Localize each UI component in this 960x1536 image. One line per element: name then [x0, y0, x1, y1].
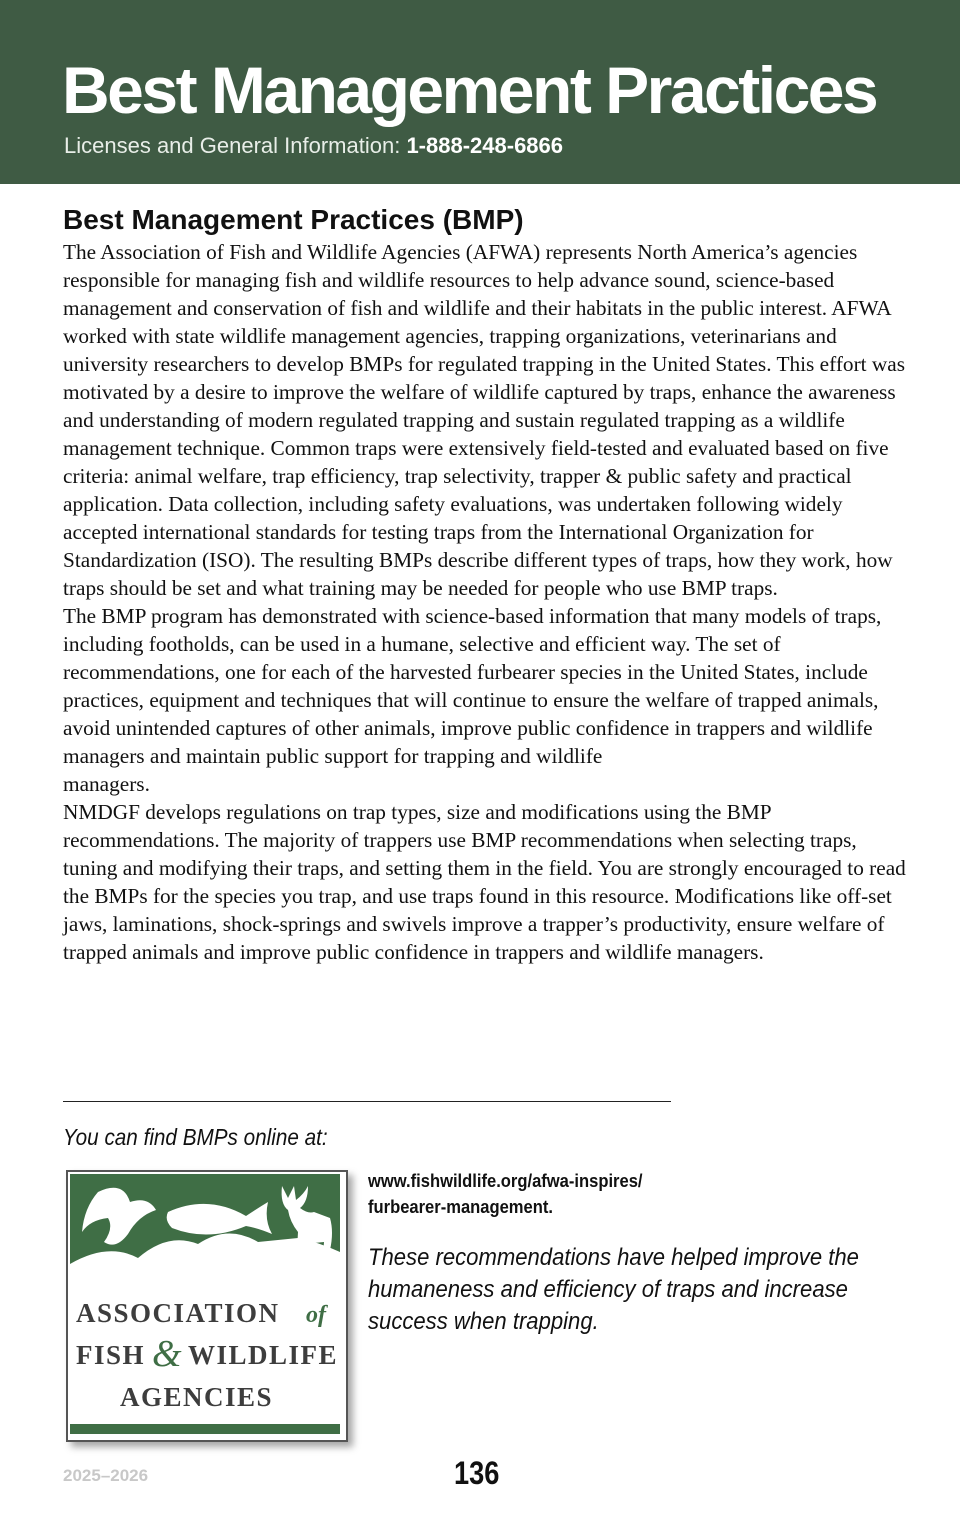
logo-bar	[70, 1424, 340, 1434]
divider	[63, 1101, 671, 1102]
body-text	[63, 238, 908, 966]
paragraph-3: managers.	[63, 772, 150, 796]
section-title: Best Management Practices (BMP)	[63, 204, 524, 235]
phone-number: 1-888-248-6866	[406, 133, 564, 158]
logo-text-ampersand: &	[152, 1333, 182, 1375]
logo-text-of: of	[306, 1302, 326, 1328]
contact-line	[64, 131, 563, 161]
paragraph-1: The Association of Fish and Wildlife Agencies (AFWA) represents North America’s agencies responsible for managing fish and wildlife resources to help advance sound, science-based management and conservation of fish and wildlife and their habitats in the public interest. AFWA worked with state wildlife management agencies, trapping organizations, veterinarians and university researchers to develop BMPs for regulated trapping in the United States. This effort was motivated by a desire to improve the welfare of wildlife captured by traps, enhance the awareness and understanding of modern regulated trapping and sustain regulated trapping as a wildlife management technique. Common traps were extensively field-tested and evaluated based on five criteria: animal welfare, trap efficiency, trap selectivity, trapper & public safety and practical application. Data collection, including safety evaluations, was undertaken following widely accepted international standards for testing traps from the International Organization for Standardization (ISO). The resulting BMPs describe different types of traps, how they work, how traps should be set and what training may be needed for people who use BMP traps.	[63, 240, 906, 600]
page-header	[0, 0, 960, 184]
paragraph-4: NMDGF develops regulations on trap types, size and modifications using the BMP recommendations. The majority of trappers use BMP recommendations when selecting traps, tuning and modifying their traps, and setting them in the field. You are strongly encouraged to read the BMPs for the species you trap, and use traps found in this resource. Modifications like off-set jaws, laminations, shock-springs and swivels improve a trapper’s productivity, ensure welfare of trapped animals and improve public confidence in trappers and wildlife managers.	[63, 800, 906, 964]
afwa-logo	[66, 1170, 348, 1442]
paragraph-2: The BMP program has demonstrated with science-based information that many models of traps, including footholds, can be used in a humane, selective and efficient way. The set of recommendations, one for each of the harvested furbearer species in the United States, include practices, equipment and techniques that will continue to ensure the welfare of trapped animals, avoid unintended captures of other animals, improve public confidence in trappers and wildlife managers and maintain public support for trapping and wildlife	[63, 604, 882, 768]
contact-label: Licenses and General Information:	[64, 133, 401, 158]
bmp-url[interactable]	[368, 1168, 643, 1220]
footer-year: 2025–2026	[63, 1466, 149, 1485]
url-line-2[interactable]: furbearer-management.	[368, 1197, 553, 1217]
logo-text-agencies: AGENCIES	[120, 1382, 274, 1412]
recommendation-note: These recommendations have helped improve the humaneness and efficiency of traps and increase success when trapping.	[368, 1244, 859, 1335]
page-title: Best Management Practices	[62, 53, 877, 127]
logo-text-wildlife: WILDLIFE	[188, 1340, 339, 1370]
url-line-1[interactable]: www.fishwildlife.org/afwa-inspires/	[368, 1171, 643, 1191]
logo-text-association: ASSOCIATION	[76, 1298, 280, 1328]
logo-text-fish: FISH	[76, 1340, 146, 1370]
online-label: You can find BMPs online at:	[63, 1124, 328, 1150]
page-number: 136	[454, 1455, 500, 1491]
